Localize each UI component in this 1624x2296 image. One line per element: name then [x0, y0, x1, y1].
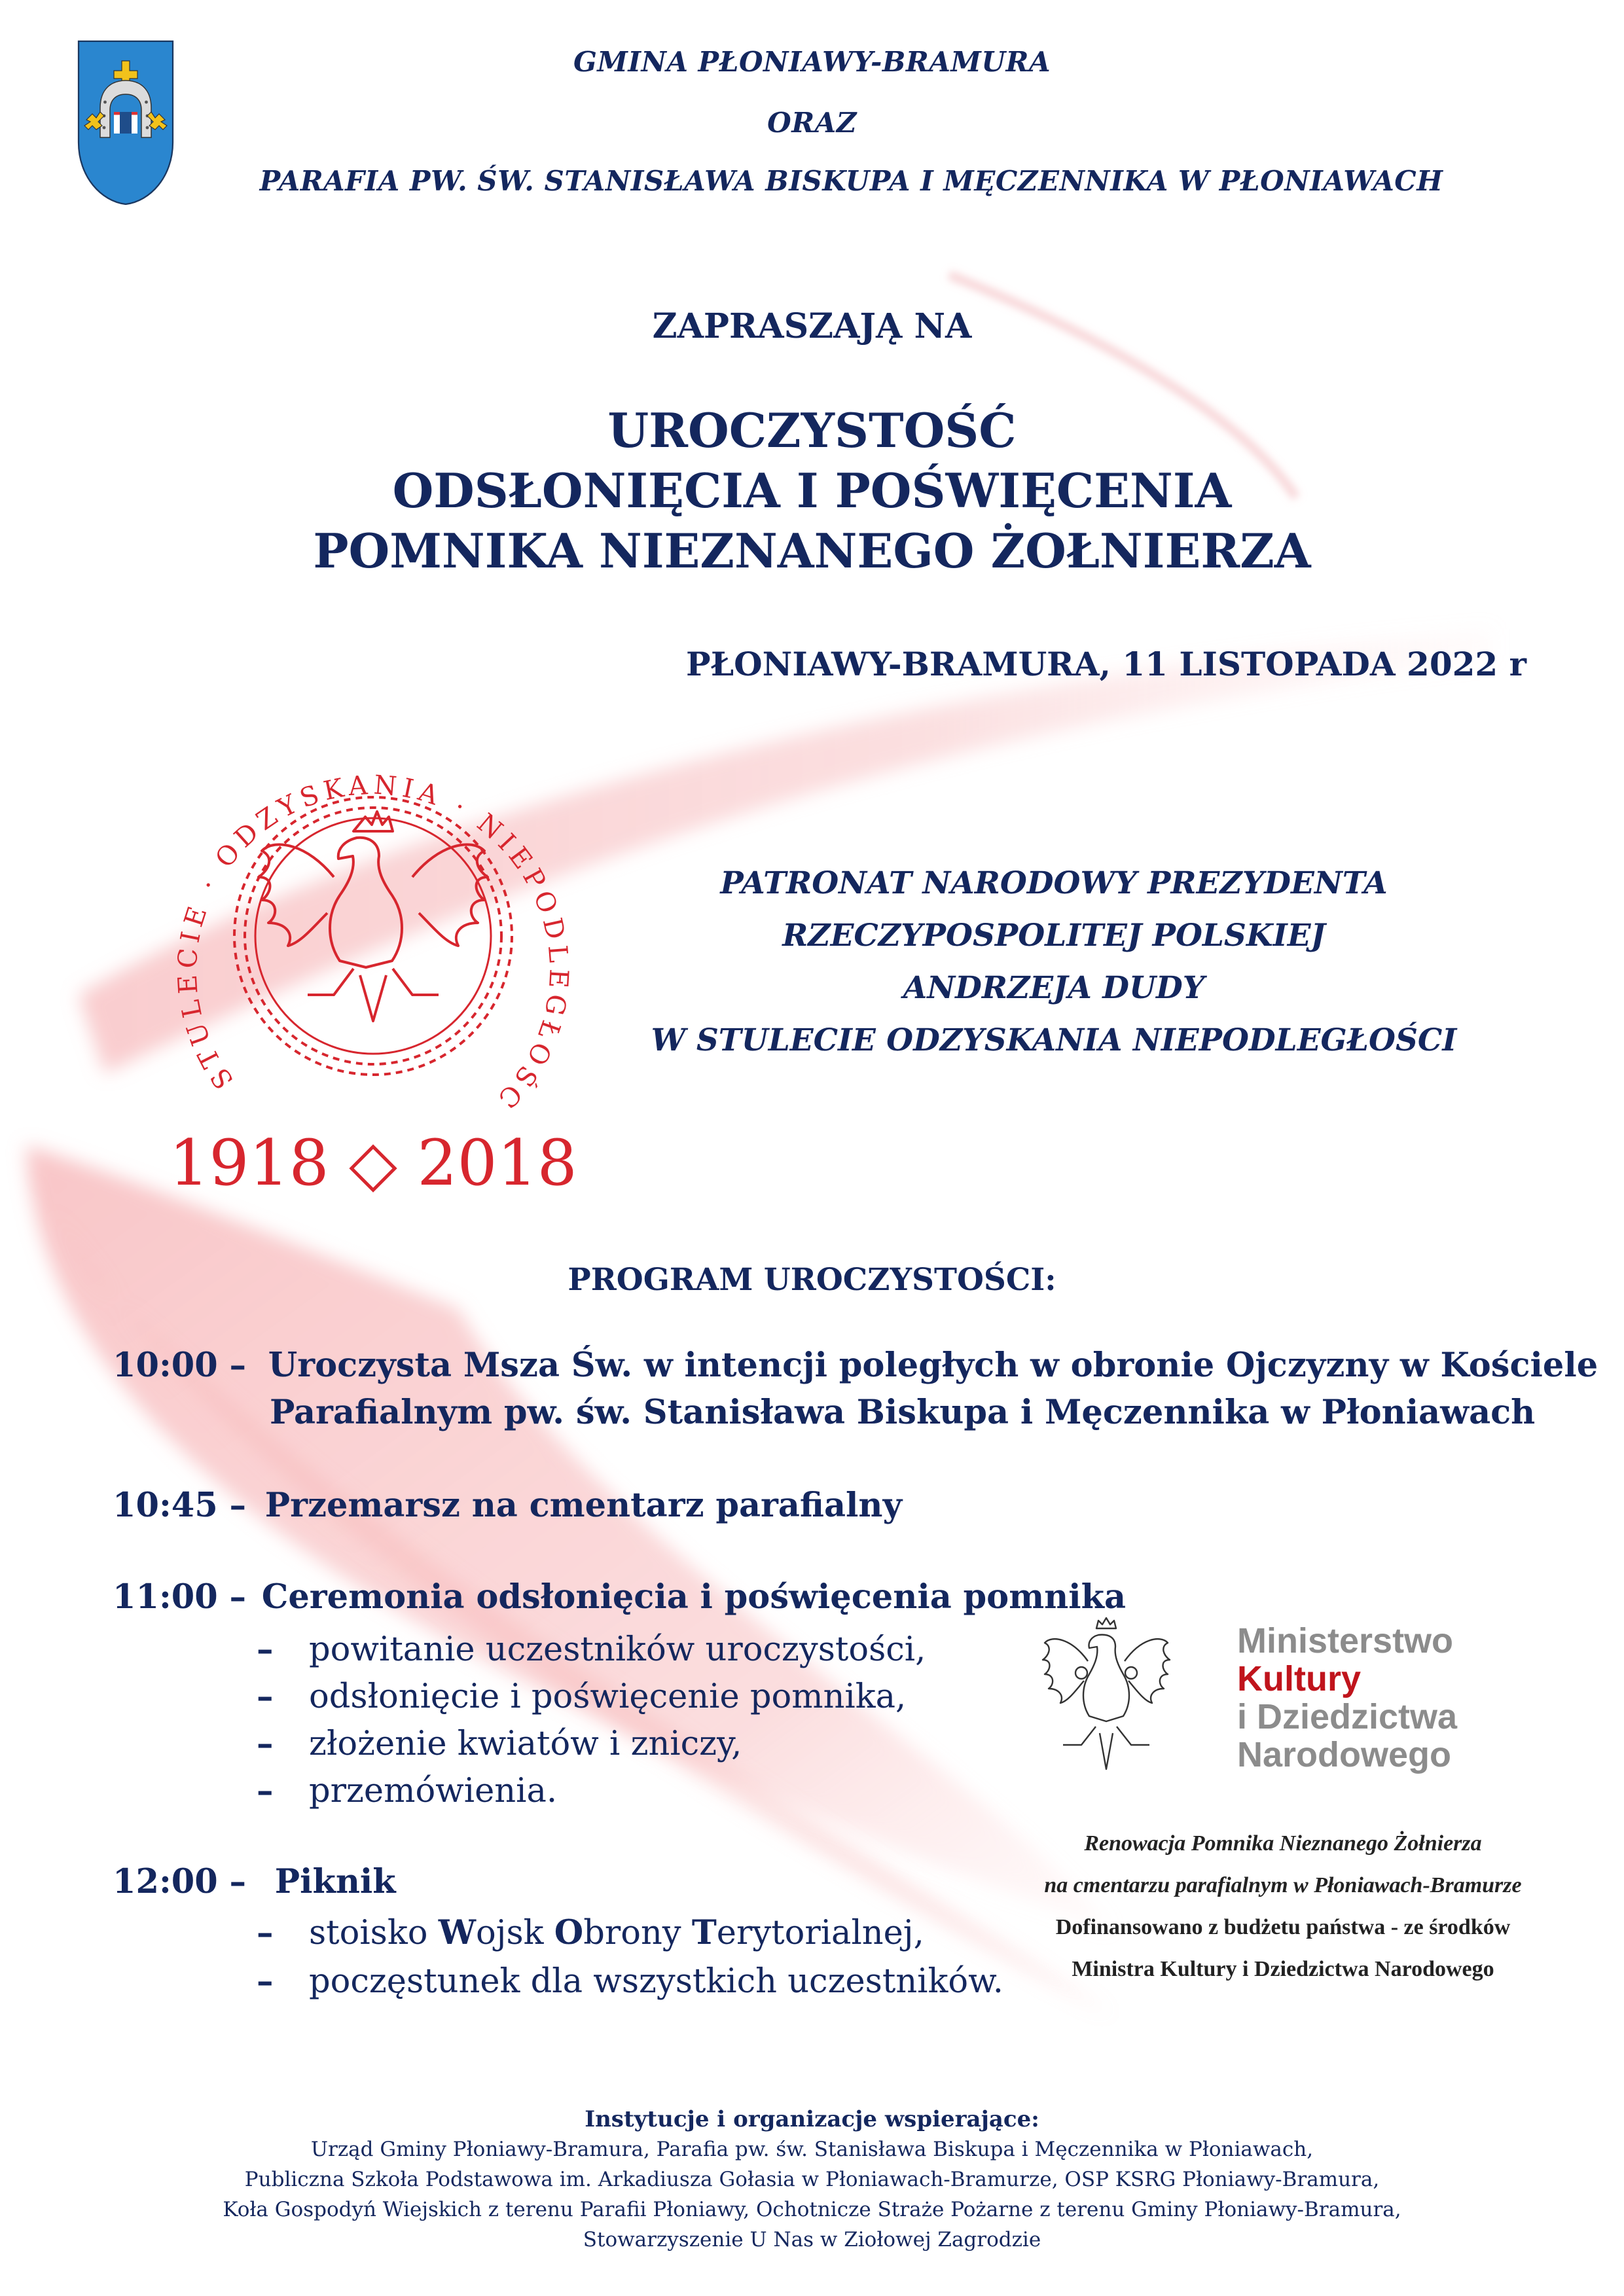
ministry-line-2: Kultury — [1237, 1659, 1361, 1698]
program-item-1045 — [113, 1486, 902, 1525]
dash-bullet: – — [257, 1771, 274, 1810]
ministry-logo — [1041, 1615, 1512, 1779]
centenary-logo — [157, 661, 589, 1198]
caption-line-4: Ministra Kultury i Dziedzictwa Narodowego — [1072, 1957, 1494, 1981]
supporters-line: Stowarzyszenie U Nas w Ziołowej Zagrodzie — [583, 2228, 1041, 2251]
caption-line-1: Renowacja Pomnika Nieznanego Żołnierza — [1084, 1831, 1482, 1856]
program-time: 10:00 – — [113, 1346, 247, 1385]
program-subitem: – złożenie kwiatów i zniczy, — [257, 1724, 742, 1763]
ministry-line-4: Narodowego — [1237, 1735, 1452, 1774]
program-title: Ceremonia odsłonięcia i poświęcenia pomnika — [261, 1577, 1126, 1617]
program-subitem: – stoisko Wojsk Obrony Terytorialnej, — [257, 1913, 924, 1952]
supporters-line: Koła Gospodyń Wiejskich z terenu Parafii Płoniawy, Ochotnicze Straże Pożarne z terenu Gminy Płoniawy-Bramura, — [223, 2198, 1401, 2221]
centenary-years: 1918 ◇ 2018 — [169, 1126, 577, 1198]
supporters-heading: Instytucje i organizacje wspierające: — [585, 2106, 1039, 2132]
supporters-line: Publiczna Szkoła Podstawowa im. Arkadiusza Gołasia w Płoniawach-Bramurze, OSP KSRG Płoniawy-Bramura, — [244, 2168, 1380, 2191]
patronage-block — [589, 857, 1519, 1067]
patronage-line-4: W STULECIE ODZYSKANIA NIEPODLEGŁOŚCI — [651, 1022, 1457, 1058]
program-time: 11:00 – — [113, 1577, 247, 1617]
dash-bullet: – — [257, 1677, 274, 1716]
title-line-3: POMNIKA NIEZNANEGO ŻOŁNIERZA — [313, 523, 1311, 579]
program-item-1100 — [113, 1577, 1126, 1617]
program-title: Uroczysta Msza Św. w intencji poległych w obronie Ojczyzny w Kościele — [268, 1346, 1598, 1385]
header-and: ORAZ — [767, 107, 857, 139]
patronage-line-3: ANDRZEJA DUDY — [903, 970, 1205, 1006]
program-subitem: – przemówienia. — [257, 1771, 558, 1810]
title-line-2: ODSŁONIĘCIA I POŚWIĘCENIA — [392, 463, 1232, 518]
program-title: Piknik — [274, 1862, 396, 1901]
header-parish: PARAFIA PW. ŚW. STANISŁAWA BISKUPA I MĘCZENNIKA W PŁONIAWACH — [259, 165, 1443, 197]
event-date-place: PŁONIAWY-BRAMURA, 11 LISTOPADA 2022 r — [686, 645, 1526, 683]
program-item-1000 — [113, 1346, 1598, 1385]
eagle-icon — [259, 812, 488, 1021]
program-title: Przemarsz na cmentarz parafialny — [264, 1486, 903, 1525]
program-subitem: – powitanie uczestników uroczystości, — [257, 1630, 926, 1669]
patronage-line-1: PATRONAT NARODOWY PREZYDENTA — [720, 865, 1388, 901]
event-title — [0, 401, 1624, 581]
dash-bullet: – — [257, 1724, 274, 1763]
patronage-line-2: RZECZYPOSPOLITEJ POLSKIEJ — [782, 918, 1326, 954]
caption-line-2: na cmentarzu parafialnym w Płoniawach-Bramurze — [1044, 1873, 1522, 1897]
program-subitem: – poczęstunek dla wszystkich uczestników. — [257, 1962, 1003, 2001]
program-item-1000-cont: Parafialnym pw. św. Stanisława Biskupa i Męczennika w Płoniawach — [270, 1393, 1536, 1432]
ministry-line-3: i Dziedzictwa — [1237, 1697, 1458, 1736]
funding-caption — [1001, 1823, 1564, 1990]
header-municipality: GMINA PŁONIAWY-BRAMURA — [573, 46, 1051, 78]
supporters-footer — [0, 2104, 1624, 2255]
program-item-1200 — [113, 1862, 396, 1901]
caption-line-3: Dofinansowano z budżetu państwa - ze środków — [1055, 1915, 1511, 1939]
ministry-line-1: Ministerstwo — [1237, 1621, 1454, 1660]
invite-text: ZAPRASZAJĄ NA — [652, 306, 972, 346]
dash-bullet: – — [257, 1630, 274, 1669]
title-line-1: UROCZYSTOŚĆ — [607, 403, 1017, 458]
centenary-ring-text: STULECIE · ODZYSKANIA · NIEPODLEGŁOŚC — [172, 770, 574, 1118]
program-time: 12:00 – — [113, 1862, 247, 1901]
program-time: 10:45 – — [113, 1486, 247, 1525]
program-heading: PROGRAM UROCZYSTOŚCI: — [568, 1262, 1056, 1298]
white-eagle-icon — [1041, 1615, 1172, 1779]
supporters-line: Urząd Gminy Płoniawy-Bramura, Parafia pw. św. Stanisława Biskupa i Męczennika w Płoniawach, — [310, 2138, 1314, 2161]
program-subitem: – odsłonięcie i poświęcenie pomnika, — [257, 1677, 907, 1716]
dash-bullet: – — [257, 1962, 274, 2001]
dash-bullet: – — [257, 1913, 274, 1952]
